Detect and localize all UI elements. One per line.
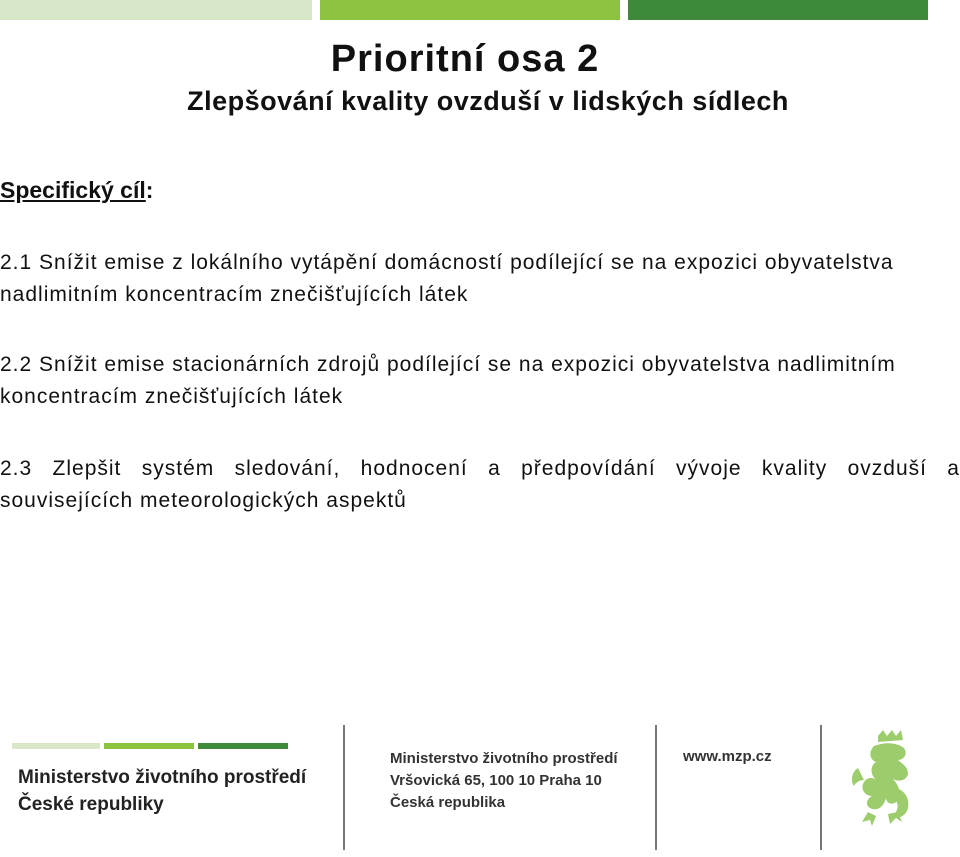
specific-goal-colon: : — [145, 177, 154, 203]
page-subtitle: Zlepšování kvality ovzduší v lidských sídlech — [187, 86, 789, 116]
goal-2-3: 2.3 Zlepšit systém sledování, hodnocení a předpovídání vývoje kvality ovzduší a souvisejících meteorologických aspektů — [0, 457, 960, 512]
address-line2: Vršovická 65, 100 10 Praha 10 — [390, 772, 602, 789]
page-title: Prioritní osa 2 — [330, 38, 600, 80]
top-stripe-dark — [628, 0, 928, 20]
ministry-logo-text — [18, 764, 306, 818]
website-link[interactable]: www.mzp.cz — [683, 748, 772, 765]
address-line3: Česká republika — [390, 794, 506, 811]
footer-stripe-light — [12, 743, 100, 749]
goal-2-1: 2.1 Snížit emise z lokálního vytápění domácností podílející se na expozici obyvatelstva nadlimitním koncentracím znečišťujících látek — [0, 251, 894, 306]
org-name-line2: České republiky — [18, 794, 164, 815]
czech-lion-icon — [848, 728, 926, 828]
footer-divider — [343, 725, 345, 850]
address-line1: Ministerstvo životního prostředí — [390, 750, 618, 767]
footer-stripe-dark — [198, 743, 288, 749]
ministry-address — [390, 748, 618, 814]
footer-divider — [820, 725, 822, 850]
specific-goal-label: Specifický cíl — [0, 177, 146, 203]
top-stripe-light — [0, 0, 312, 20]
footer-stripe-mid — [104, 743, 194, 749]
footer-divider — [655, 725, 657, 850]
specific-goal-heading — [0, 177, 153, 204]
org-name-line1: Ministerstvo životního prostředí — [18, 767, 307, 788]
top-stripe-mid — [320, 0, 620, 20]
goal-2-2: 2.2 Snížit emise stacionárních zdrojů podílející se na expozici obyvatelstva nadlimitním koncentracím znečišťujících látek — [0, 353, 896, 408]
